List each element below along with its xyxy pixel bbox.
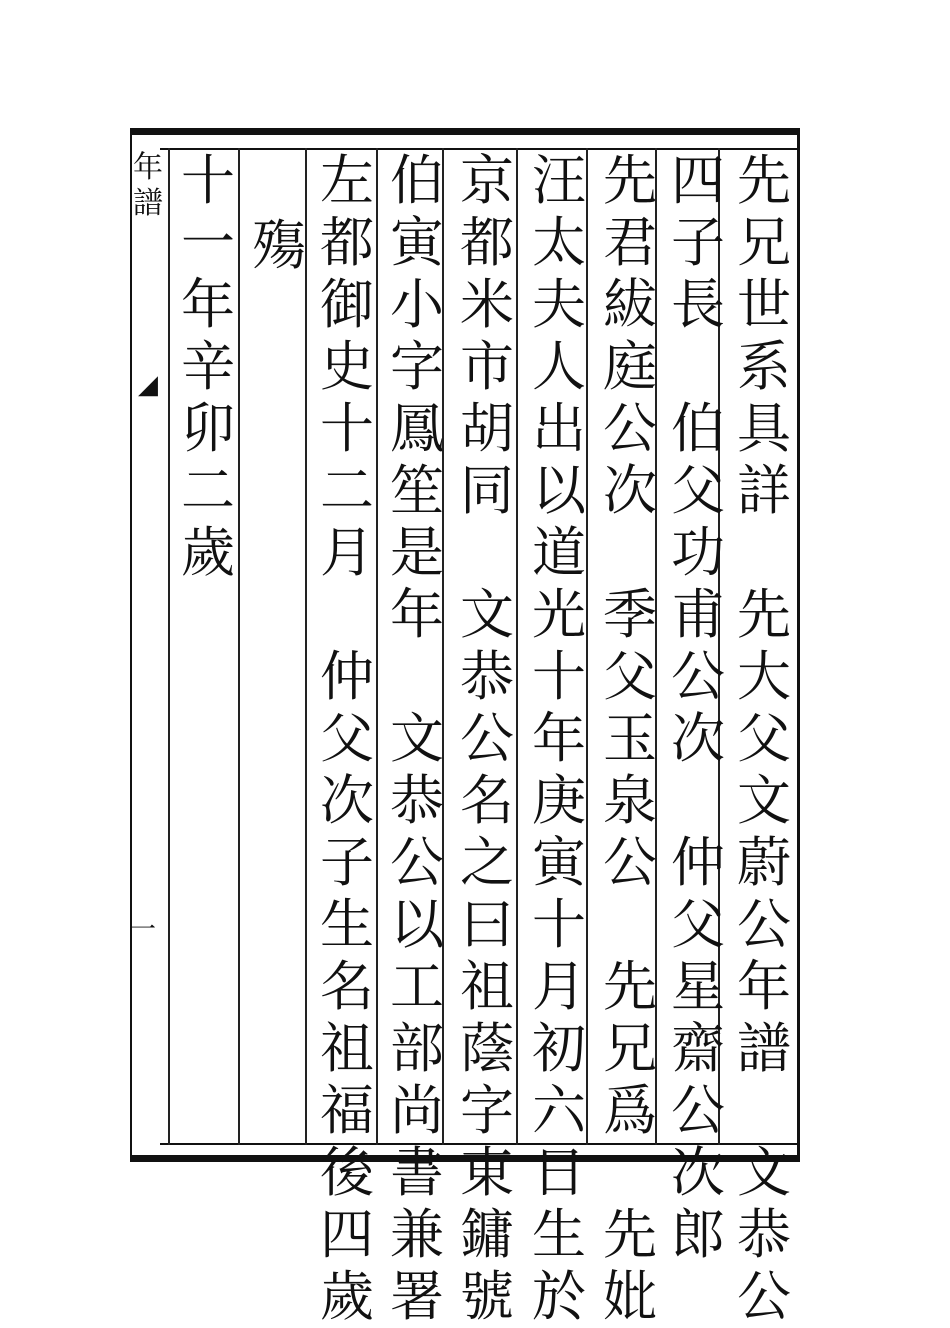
- glyph: 次: [671, 1141, 725, 1204]
- text-column-7: [313, 149, 381, 1328]
- glyph: 道: [532, 521, 586, 584]
- glyph: 笙: [390, 459, 444, 522]
- glyph: 四: [671, 149, 725, 212]
- glyph: 十: [181, 149, 235, 212]
- glyph: 年: [390, 583, 444, 646]
- glyph: 星: [671, 955, 725, 1018]
- text-column-5: [453, 149, 521, 1328]
- glyph: 詳: [737, 459, 791, 522]
- glyph: 公: [603, 831, 657, 894]
- glyph: 月: [320, 521, 374, 584]
- glyph: 東: [460, 1141, 514, 1204]
- glyph: 譜: [737, 1017, 791, 1080]
- glyph: 殤: [252, 214, 306, 277]
- glyph: 君: [603, 211, 657, 274]
- glyph: 以: [532, 459, 586, 522]
- glyph: 尚: [390, 1079, 444, 1142]
- glyph: [596, 1142, 664, 1204]
- glyph: [383, 646, 451, 708]
- glyph: 譜: [133, 186, 163, 221]
- glyph: 公: [671, 1079, 725, 1142]
- glyph: 玉: [603, 707, 657, 770]
- glyph: [730, 522, 798, 584]
- glyph: 都: [460, 211, 514, 274]
- glyph: 寅: [532, 831, 586, 894]
- glyph: [453, 522, 521, 584]
- glyph: 左: [320, 149, 374, 212]
- glyph: 以: [390, 893, 444, 956]
- glyph: 兼: [390, 1203, 444, 1266]
- glyph: 光: [532, 583, 586, 646]
- glyph: 先: [603, 955, 657, 1018]
- glyph: 號: [460, 1265, 514, 1328]
- margin-title: [133, 150, 163, 222]
- glyph: 小: [390, 273, 444, 336]
- glyph: 仲: [320, 645, 374, 708]
- glyph: 公: [671, 645, 725, 708]
- glyph: 父: [671, 893, 725, 956]
- glyph: 之: [460, 831, 514, 894]
- glyph: 蔚: [737, 831, 791, 894]
- glyph: 部: [390, 1017, 444, 1080]
- glyph: 四: [320, 1203, 374, 1266]
- glyph: 先: [603, 1203, 657, 1266]
- glyph: 庚: [532, 769, 586, 832]
- glyph: 公: [737, 1265, 791, 1328]
- glyph: 寅: [390, 211, 444, 274]
- text-column-6: [383, 149, 451, 1328]
- glyph: 郎: [671, 1203, 725, 1266]
- glyph: 文: [460, 583, 514, 646]
- glyph: 甫: [671, 583, 725, 646]
- folio-number: 一: [130, 915, 157, 945]
- glyph: 京: [460, 149, 514, 212]
- glyph: 兄: [737, 211, 791, 274]
- glyph: 次: [603, 459, 657, 522]
- glyph: 一: [181, 211, 235, 274]
- glyph: 歲: [320, 1265, 374, 1328]
- glyph: 子: [320, 831, 374, 894]
- text-column-3: [596, 149, 664, 1328]
- glyph: 名: [460, 769, 514, 832]
- column-rule: [168, 148, 170, 1145]
- glyph: 蔭: [460, 1017, 514, 1080]
- glyph: 是: [390, 521, 444, 584]
- glyph: 鏞: [460, 1203, 514, 1266]
- glyph: 公: [603, 397, 657, 460]
- glyph: 字: [460, 1079, 514, 1142]
- glyph: 年: [133, 150, 163, 185]
- glyph: 祖: [320, 1017, 374, 1080]
- glyph: 父: [320, 707, 374, 770]
- glyph: 十: [320, 397, 374, 460]
- glyph: 字: [390, 335, 444, 398]
- glyph: 爲: [603, 1079, 657, 1142]
- glyph: 後: [320, 1141, 374, 1204]
- glyph: 系: [737, 335, 791, 398]
- glyph: 先: [603, 149, 657, 212]
- margin-mark: ◢: [138, 370, 158, 400]
- glyph: 名: [320, 955, 374, 1018]
- glyph: 功: [671, 521, 725, 584]
- glyph: 年: [737, 955, 791, 1018]
- glyph: 二: [320, 459, 374, 522]
- glyph: 仲: [671, 831, 725, 894]
- glyph: 書: [390, 1141, 444, 1204]
- glyph: 妣: [603, 1265, 657, 1328]
- glyph: 十: [532, 645, 586, 708]
- glyph: 鳳: [390, 397, 444, 460]
- glyph: 伯: [390, 149, 444, 212]
- glyph: 卯: [181, 397, 235, 460]
- glyph: 世: [737, 273, 791, 336]
- glyph: 初: [532, 1017, 586, 1080]
- glyph: 生: [532, 1203, 586, 1266]
- glyph: 庭: [603, 335, 657, 398]
- glyph: 次: [320, 769, 374, 832]
- glyph: 文: [390, 707, 444, 770]
- glyph: 年: [532, 707, 586, 770]
- glyph: 御: [320, 273, 374, 336]
- glyph: [596, 522, 664, 584]
- glyph: 夫: [532, 273, 586, 336]
- glyph: [596, 894, 664, 956]
- glyph: 署: [390, 1265, 444, 1328]
- glyph: [730, 1080, 798, 1142]
- glyph: 恭: [390, 769, 444, 832]
- glyph: 祖: [460, 955, 514, 1018]
- glyph: 胡: [460, 397, 514, 460]
- glyph: 恭: [737, 1203, 791, 1266]
- glyph: 長: [671, 273, 725, 336]
- glyph: 先: [737, 583, 791, 646]
- glyph: 文: [737, 769, 791, 832]
- glyph: 出: [532, 397, 586, 460]
- glyph: 六: [532, 1079, 586, 1142]
- glyph: 次: [671, 707, 725, 770]
- glyph: 公: [737, 893, 791, 956]
- glyph: 具: [737, 397, 791, 460]
- glyph: 兄: [603, 1017, 657, 1080]
- glyph: 父: [671, 459, 725, 522]
- glyph: 太: [532, 211, 586, 274]
- text-column-4: [525, 149, 593, 1328]
- glyph: 季: [603, 583, 657, 646]
- glyph: 辛: [181, 335, 235, 398]
- glyph: [313, 584, 381, 646]
- text-column-9: [174, 150, 242, 1140]
- glyph: 工: [390, 955, 444, 1018]
- glyph: 公: [390, 831, 444, 894]
- glyph: 福: [320, 1079, 374, 1142]
- glyph: 汪: [532, 149, 586, 212]
- glyph: 生: [320, 893, 374, 956]
- glyph: 年: [181, 273, 235, 336]
- text-column-8: [245, 215, 313, 1205]
- glyph: 史: [320, 335, 374, 398]
- glyph: 日: [532, 1141, 586, 1204]
- glyph: 月: [532, 955, 586, 1018]
- glyph: [664, 770, 732, 832]
- glyph: [664, 336, 732, 398]
- glyph: 米: [460, 273, 514, 336]
- glyph: 都: [320, 211, 374, 274]
- glyph: 於: [532, 1265, 586, 1328]
- glyph: 曰: [460, 893, 514, 956]
- glyph: 二: [181, 459, 235, 522]
- glyph: 恭: [460, 645, 514, 708]
- glyph: 文: [737, 1141, 791, 1204]
- glyph: 紱: [603, 273, 657, 336]
- text-column-2: [664, 149, 732, 1266]
- glyph: 伯: [671, 397, 725, 460]
- glyph: 父: [737, 707, 791, 770]
- glyph: 十: [532, 893, 586, 956]
- glyph: 泉: [603, 769, 657, 832]
- glyph: 父: [603, 645, 657, 708]
- glyph: 大: [737, 645, 791, 708]
- text-column-1: [730, 149, 798, 1328]
- glyph: 子: [671, 211, 725, 274]
- glyph: 公: [460, 707, 514, 770]
- glyph: 同: [460, 459, 514, 522]
- glyph: 市: [460, 335, 514, 398]
- glyph: 人: [532, 335, 586, 398]
- glyph: 先: [737, 149, 791, 212]
- glyph: 齋: [671, 1017, 725, 1080]
- glyph: 歲: [181, 521, 235, 584]
